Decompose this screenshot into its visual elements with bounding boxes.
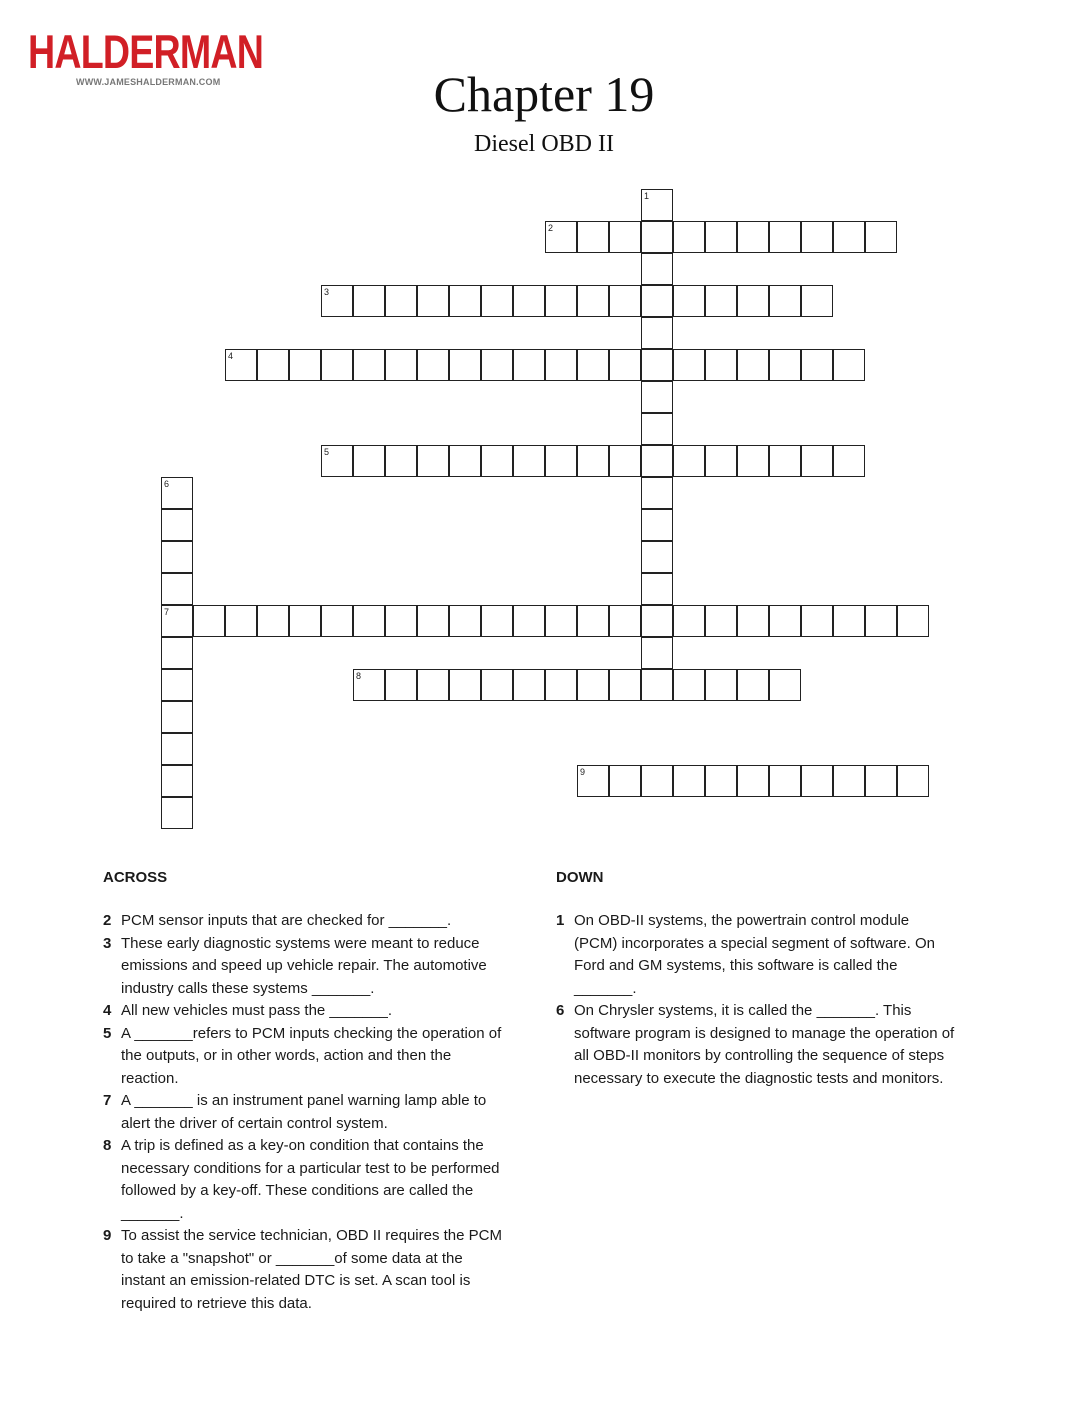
crossword-cell[interactable] [257, 605, 289, 637]
clue-text: On Chrysler systems, it is called the _______. This software program is designed to manage the operation of all OBD-II monitors by controlling the sequence of steps necessary to execute the diagnostic tests and monitors. [574, 1002, 955, 1087]
clue-text: A trip is defined as a key-on condition that contains the necessary conditions for a particular test to be performed followed by a key-off. These conditions are called the _______. [121, 1137, 500, 1222]
crossword-cell[interactable] [865, 765, 897, 797]
crossword-cell[interactable] [705, 221, 737, 253]
crossword-cell[interactable] [321, 605, 353, 637]
logo-url: WWW.JAMESHALDERMAN.COM [76, 77, 221, 87]
cell-number: 8 [356, 671, 362, 681]
crossword-cell[interactable] [449, 445, 481, 477]
crossword-cell[interactable] [481, 285, 513, 317]
crossword-cell[interactable] [641, 221, 673, 253]
crossword-cell[interactable] [833, 765, 865, 797]
clue-item [103, 1225, 503, 1315]
crossword-cell[interactable] [769, 445, 801, 477]
crossword-cell[interactable] [865, 605, 897, 637]
crossword-cell[interactable] [673, 765, 705, 797]
crossword-cell[interactable] [161, 797, 193, 829]
crossword-cell[interactable] [705, 349, 737, 381]
crossword-cell[interactable] [513, 605, 545, 637]
crossword-cell[interactable] [385, 285, 417, 317]
clue-text: All new vehicles must pass the _______. [121, 1002, 392, 1019]
crossword-cell[interactable] [609, 765, 641, 797]
crossword-cell[interactable] [737, 765, 769, 797]
cell-number: 3 [324, 287, 330, 297]
clue-text: PCM sensor inputs that are checked for _______. [121, 912, 452, 929]
crossword-cell[interactable] [833, 445, 865, 477]
clue-text: To assist the service technician, OBD II requires the PCM to take a "snapshot" or _______of some data at the instant an emission-related DTC is set. A scan tool is required to retrieve this data. [121, 1227, 502, 1312]
crossword-cell[interactable] [641, 285, 673, 317]
crossword-cell[interactable] [545, 669, 577, 701]
crossword-cell[interactable] [609, 445, 641, 477]
clue-item [556, 910, 956, 1000]
clue-item [103, 1000, 503, 1023]
crossword-cell[interactable] [609, 605, 641, 637]
crossword-cell[interactable] [161, 701, 193, 733]
crossword-cell[interactable] [641, 605, 673, 637]
crossword-cell[interactable] [161, 509, 193, 541]
crossword-cell[interactable] [737, 221, 769, 253]
clue-number: 7 [103, 1092, 112, 1109]
crossword-cell[interactable] [449, 605, 481, 637]
crossword-cell[interactable] [353, 285, 385, 317]
crossword-cell[interactable] [801, 605, 833, 637]
crossword-cell[interactable] [385, 669, 417, 701]
clue-item [103, 910, 503, 933]
crossword-cell[interactable] [545, 605, 577, 637]
crossword-cell[interactable] [641, 637, 673, 669]
crossword-cell[interactable] [609, 349, 641, 381]
crossword-cell[interactable] [385, 349, 417, 381]
crossword-cell[interactable] [577, 349, 609, 381]
across-clues [103, 866, 503, 1315]
crossword-cell[interactable] [161, 637, 193, 669]
crossword-cell[interactable] [737, 445, 769, 477]
cell-number: 9 [580, 767, 586, 777]
crossword-cell[interactable] [769, 349, 801, 381]
crossword-cell[interactable] [801, 285, 833, 317]
clue-text: A _______refers to PCM inputs checking the operation of the outputs, or in other words, action and then the reaction. [121, 1024, 502, 1087]
clue-number: 6 [556, 1002, 565, 1019]
crossword-cell[interactable] [769, 221, 801, 253]
crossword-cell[interactable] [641, 413, 673, 445]
crossword-cell[interactable] [705, 765, 737, 797]
crossword-cell[interactable] [609, 285, 641, 317]
crossword-cell[interactable] [417, 669, 449, 701]
crossword-cell[interactable] [897, 765, 929, 797]
crossword-cell[interactable] [801, 765, 833, 797]
crossword-cell[interactable] [577, 669, 609, 701]
crossword-cell[interactable] [161, 541, 193, 573]
page-subtitle: Diesel OBD II [474, 131, 614, 157]
crossword-cell[interactable] [513, 669, 545, 701]
cell-number: 7 [164, 607, 170, 617]
crossword-cell[interactable] [609, 221, 641, 253]
crossword-cell[interactable] [673, 285, 705, 317]
crossword-cell[interactable] [673, 605, 705, 637]
crossword-cell[interactable] [257, 349, 289, 381]
clue-text: On OBD-II systems, the powertrain control module (PCM) incorporates a special segment of software. On Ford and GM systems, this software is called the _______. [574, 912, 935, 997]
clue-item [556, 1000, 956, 1090]
crossword-cell[interactable] [897, 605, 929, 637]
clue-item [103, 1023, 503, 1091]
crossword-cell[interactable] [673, 669, 705, 701]
crossword-cell[interactable] [577, 605, 609, 637]
crossword-cell[interactable] [161, 669, 193, 701]
crossword-cell[interactable] [705, 669, 737, 701]
cell-number: 5 [324, 447, 330, 457]
crossword-cell[interactable] [769, 285, 801, 317]
crossword-cell[interactable] [417, 445, 449, 477]
crossword-cell[interactable] [577, 285, 609, 317]
crossword-cell[interactable] [833, 605, 865, 637]
crossword-cell[interactable] [641, 765, 673, 797]
crossword-cell[interactable] [417, 605, 449, 637]
crossword-cell[interactable] [641, 349, 673, 381]
crossword-cell[interactable] [769, 669, 801, 701]
clue-item [103, 933, 503, 1001]
crossword-cell[interactable] [641, 509, 673, 541]
clue-number: 2 [103, 912, 112, 929]
crossword-cell[interactable] [481, 349, 513, 381]
clue-number: 4 [103, 1002, 112, 1019]
clue-text: These early diagnostic systems were meant to reduce emissions and speed up vehicle repair. The automotive industry calls these systems _______. [121, 934, 487, 997]
crossword-cell[interactable] [513, 285, 545, 317]
crossword-cell[interactable] [705, 605, 737, 637]
clue-text: A _______ is an instrument panel warning lamp able to alert the driver of certain control system. [121, 1092, 487, 1132]
cell-number: 4 [228, 351, 234, 361]
clue-item [103, 1135, 503, 1225]
down-clue-list [556, 910, 956, 1090]
crossword-cell[interactable] [641, 541, 673, 573]
clue-number: 3 [103, 934, 112, 952]
crossword-cell[interactable] [801, 445, 833, 477]
crossword-cell[interactable] [161, 573, 193, 605]
crossword-cell[interactable] [545, 349, 577, 381]
clue-item [103, 1090, 503, 1135]
crossword-cell[interactable] [577, 445, 609, 477]
crossword-cell[interactable] [449, 349, 481, 381]
crossword-cell[interactable] [833, 221, 865, 253]
crossword-cell[interactable] [481, 605, 513, 637]
crossword-cell[interactable] [577, 221, 609, 253]
crossword-cell[interactable] [289, 349, 321, 381]
crossword-cell[interactable] [641, 669, 673, 701]
down-clues [556, 866, 956, 1090]
crossword-cell[interactable] [673, 445, 705, 477]
crossword-cell[interactable] [609, 669, 641, 701]
crossword-cell[interactable] [801, 221, 833, 253]
crossword-cell[interactable] [737, 285, 769, 317]
crossword-cell[interactable] [641, 573, 673, 605]
crossword-cell[interactable] [193, 605, 225, 637]
crossword-cell[interactable] [641, 381, 673, 413]
crossword-cell[interactable] [449, 669, 481, 701]
crossword-cell[interactable] [353, 349, 385, 381]
crossword-cell[interactable] [353, 605, 385, 637]
crossword-cell[interactable] [705, 445, 737, 477]
crossword-cell[interactable] [513, 349, 545, 381]
crossword-cell[interactable] [737, 605, 769, 637]
crossword-cell[interactable] [289, 605, 321, 637]
crossword-cell[interactable] [737, 349, 769, 381]
clue-number: 8 [103, 1137, 112, 1154]
crossword-cell[interactable] [353, 445, 385, 477]
crossword-cell[interactable] [641, 253, 673, 285]
crossword-cell[interactable] [513, 445, 545, 477]
across-clue-list [103, 910, 503, 1315]
crossword-cell[interactable] [769, 605, 801, 637]
down-heading: DOWN [556, 869, 604, 886]
crossword-cell[interactable] [385, 605, 417, 637]
crossword-cell[interactable] [865, 221, 897, 253]
crossword-cell[interactable] [481, 445, 513, 477]
crossword-cell[interactable] [449, 285, 481, 317]
crossword-cell[interactable] [545, 445, 577, 477]
across-heading: ACROSS [103, 869, 168, 886]
crossword-cell[interactable] [641, 477, 673, 509]
clue-number: 9 [103, 1227, 112, 1244]
crossword-cell[interactable] [641, 317, 673, 349]
crossword-cell[interactable] [833, 349, 865, 381]
crossword-cell[interactable] [737, 669, 769, 701]
crossword-cell[interactable] [545, 285, 577, 317]
cell-number: 1 [644, 191, 650, 201]
crossword-cell[interactable] [161, 733, 193, 765]
crossword-cell[interactable] [769, 765, 801, 797]
page-title: Chapter 19 [433, 66, 655, 122]
crossword-cell[interactable] [673, 349, 705, 381]
logo-brand: HALDERMAN [28, 25, 264, 78]
cell-number: 2 [548, 223, 554, 233]
crossword-cell[interactable] [801, 349, 833, 381]
crossword-cell[interactable] [705, 285, 737, 317]
clue-number: 1 [556, 912, 565, 929]
crossword-cell[interactable] [321, 349, 353, 381]
crossword-cell[interactable] [417, 285, 449, 317]
crossword-cell[interactable] [673, 221, 705, 253]
clue-number: 5 [103, 1024, 112, 1042]
crossword-cell[interactable] [641, 445, 673, 477]
crossword-cell[interactable] [385, 445, 417, 477]
crossword-cell[interactable] [481, 669, 513, 701]
crossword-cell[interactable] [161, 765, 193, 797]
crossword-cell[interactable] [417, 349, 449, 381]
cell-number: 6 [164, 479, 170, 489]
crossword-cell[interactable] [225, 605, 257, 637]
